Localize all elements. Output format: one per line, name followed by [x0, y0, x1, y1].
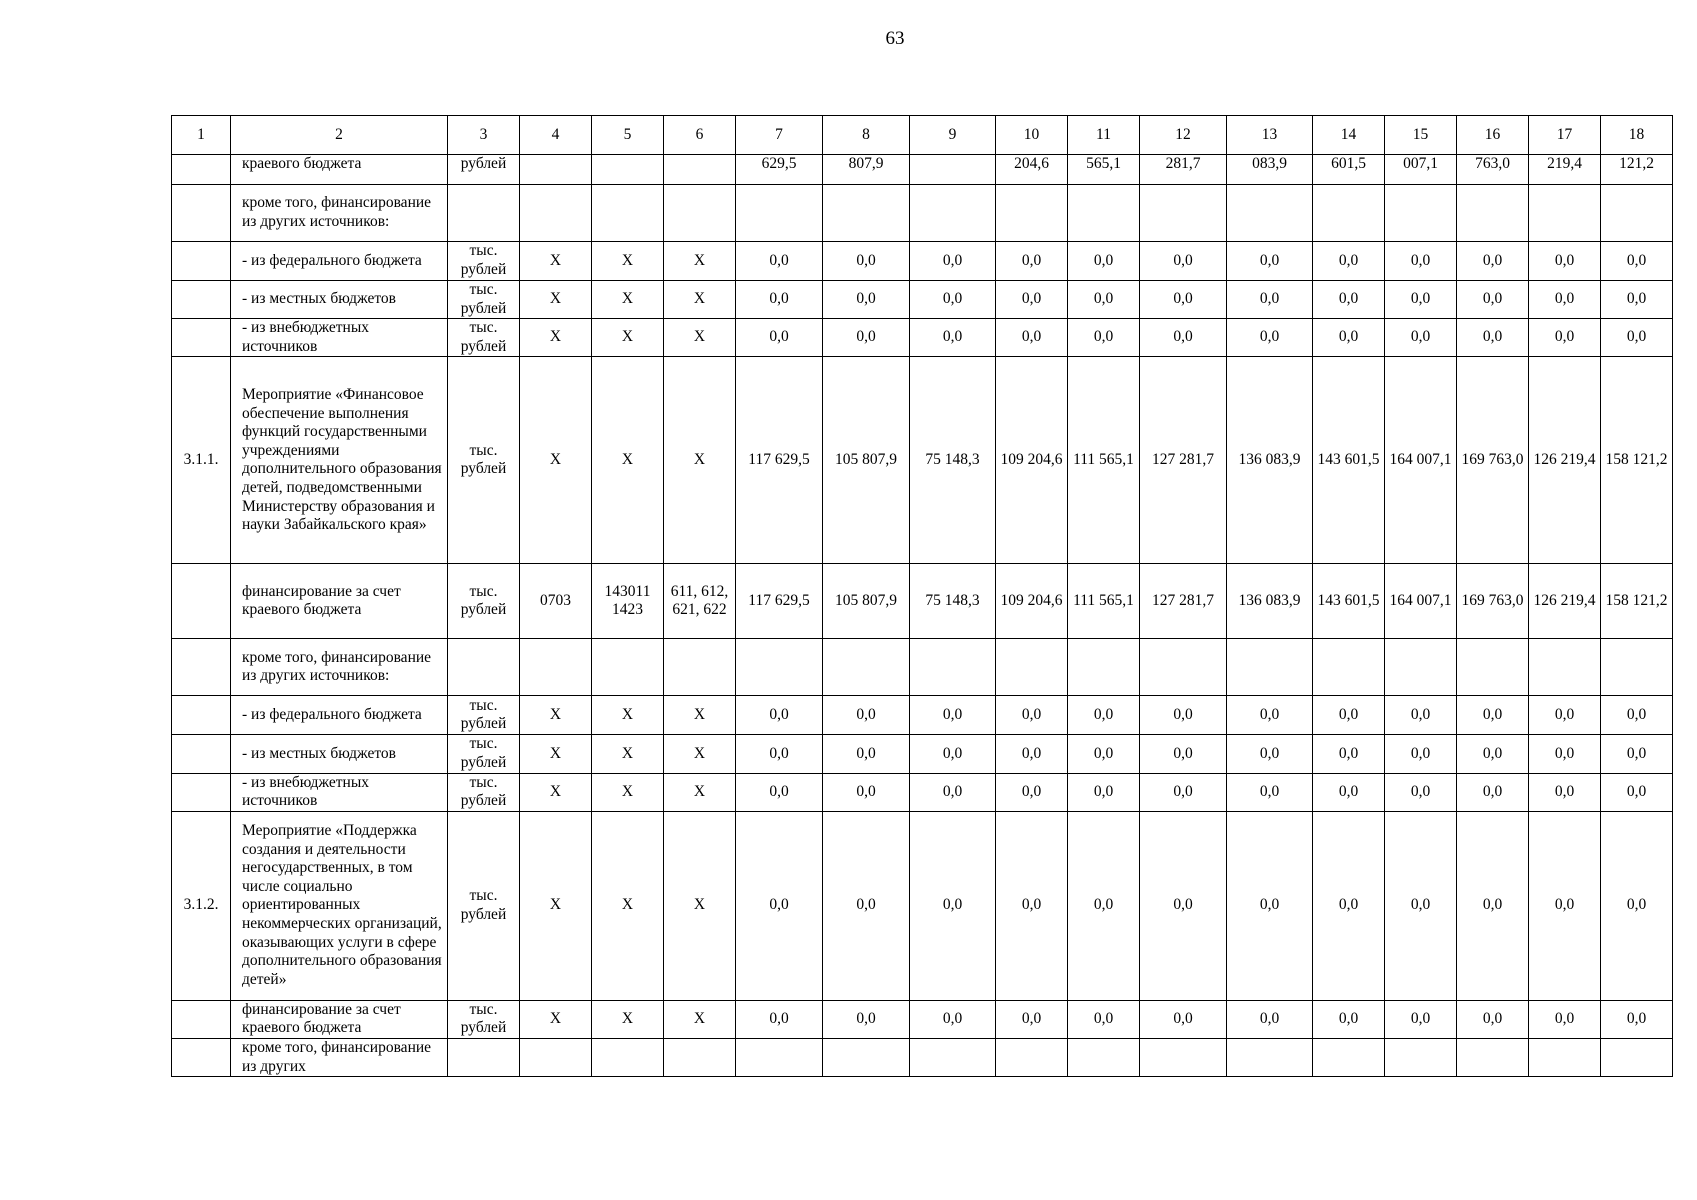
- table-cell: 0,0: [996, 1000, 1068, 1038]
- table-cell: 0,0: [1068, 735, 1140, 773]
- table-cell: 105 807,9: [823, 564, 910, 639]
- table-cell: 143011 1423: [592, 564, 664, 639]
- table-cell: [1457, 185, 1529, 242]
- table-cell: 0,0: [1457, 319, 1529, 357]
- table-cell: Х: [664, 242, 736, 281]
- row-label-cell: Мероприятие «Финансовое обеспечение выполнения функций государственными учреждениями дополнительного образования детей, подведомственными Министерству образования и науки Забайкальского края»: [231, 357, 448, 564]
- table-cell: 0,0: [736, 696, 823, 735]
- table-cell: 0,0: [736, 281, 823, 319]
- table-row: [172, 185, 1673, 242]
- table-row: [172, 155, 1673, 185]
- table-cell: 0,0: [1457, 242, 1529, 281]
- table-cell: [1529, 639, 1601, 696]
- table-row: [172, 811, 1673, 1000]
- page-number: 63: [885, 28, 905, 49]
- table-cell: тыс. рублей: [448, 564, 520, 639]
- table-cell: [172, 773, 231, 811]
- table-cell: 0,0: [910, 281, 996, 319]
- table-cell: Х: [592, 811, 664, 1000]
- table-cell: тыс. рублей: [448, 319, 520, 357]
- header-cell: 16: [1457, 116, 1529, 155]
- header-cell: 6: [664, 116, 736, 155]
- table-cell: [1385, 185, 1457, 242]
- table-cell: 0,0: [1457, 735, 1529, 773]
- table-cell: 007,1: [1385, 155, 1457, 185]
- budget-table: [171, 115, 1673, 1077]
- table-cell: 0,0: [1068, 242, 1140, 281]
- table-cell: [1313, 639, 1385, 696]
- table-cell: 0,0: [1140, 242, 1227, 281]
- table-cell: 0,0: [1601, 735, 1673, 773]
- table-cell: 0,0: [1313, 773, 1385, 811]
- table-cell: 0,0: [910, 319, 996, 357]
- table-cell: Х: [520, 811, 592, 1000]
- table-cell: [736, 1038, 823, 1076]
- table-cell: 136 083,9: [1227, 357, 1313, 564]
- table-cell: Х: [520, 696, 592, 735]
- table-cell: 143 601,5: [1313, 357, 1385, 564]
- row-label-cell: кроме того, финансирование из других источников:: [231, 185, 448, 242]
- table-cell: 158 121,2: [1601, 357, 1673, 564]
- table-row: [172, 773, 1673, 811]
- table-cell: [736, 185, 823, 242]
- table-cell: 0,0: [823, 1000, 910, 1038]
- row-label-cell: краевого бюджета: [231, 155, 448, 185]
- table-cell: 0,0: [1068, 811, 1140, 1000]
- table-cell: 158 121,2: [1601, 564, 1673, 639]
- table-cell: [1140, 639, 1227, 696]
- table-cell: Х: [520, 281, 592, 319]
- header-cell: 12: [1140, 116, 1227, 155]
- table-cell: 0,0: [1140, 735, 1227, 773]
- row-label-cell: финансирование за счет краевого бюджета: [231, 1000, 448, 1038]
- table-cell: Х: [592, 242, 664, 281]
- table-cell: 0,0: [736, 735, 823, 773]
- table-cell: [172, 281, 231, 319]
- table-cell: 629,5: [736, 155, 823, 185]
- row-label-cell: кроме того, финансирование из других источников:: [231, 639, 448, 696]
- header-cell: 4: [520, 116, 592, 155]
- table-cell: Х: [664, 357, 736, 564]
- table-cell: [448, 185, 520, 242]
- table-cell: тыс. рублей: [448, 811, 520, 1000]
- table-cell: 0,0: [910, 811, 996, 1000]
- table-cell: 0,0: [1385, 811, 1457, 1000]
- table-cell: 0,0: [1227, 735, 1313, 773]
- table-row: [172, 1000, 1673, 1038]
- table-cell: Х: [664, 811, 736, 1000]
- table-cell: 75 148,3: [910, 564, 996, 639]
- table-cell: 109 204,6: [996, 564, 1068, 639]
- table-row: [172, 1038, 1673, 1076]
- header-cell: 3: [448, 116, 520, 155]
- table-cell: 0,0: [1529, 319, 1601, 357]
- table-cell: тыс. рублей: [448, 1000, 520, 1038]
- table-cell: [1313, 1038, 1385, 1076]
- table-cell: [823, 639, 910, 696]
- table-cell: [664, 185, 736, 242]
- table-cell: [736, 639, 823, 696]
- table-cell: 0,0: [1601, 696, 1673, 735]
- table-cell: 0,0: [823, 773, 910, 811]
- table-cell: 126 219,4: [1529, 564, 1601, 639]
- table-cell: 169 763,0: [1457, 564, 1529, 639]
- table-cell: [1529, 185, 1601, 242]
- table-cell: тыс. рублей: [448, 773, 520, 811]
- table-cell: 0,0: [823, 811, 910, 1000]
- header-cell: 2: [231, 116, 448, 155]
- table-cell: 0,0: [996, 773, 1068, 811]
- header-cell: 7: [736, 116, 823, 155]
- table-cell: 0,0: [1601, 1000, 1673, 1038]
- row-label-cell: - из федерального бюджета: [231, 242, 448, 281]
- table-cell: 0,0: [736, 1000, 823, 1038]
- table-cell: 105 807,9: [823, 357, 910, 564]
- table-cell: [592, 155, 664, 185]
- table-cell: 0,0: [1385, 696, 1457, 735]
- table-cell: [1385, 1038, 1457, 1076]
- table-cell: Х: [664, 735, 736, 773]
- table-cell: [172, 1000, 231, 1038]
- table-cell: 0,0: [1313, 1000, 1385, 1038]
- table-cell: Х: [664, 773, 736, 811]
- table-cell: [1068, 639, 1140, 696]
- table-cell: 0,0: [1227, 281, 1313, 319]
- table-cell: 0,0: [1529, 696, 1601, 735]
- table-cell: 0,0: [1068, 281, 1140, 319]
- table-cell: 143 601,5: [1313, 564, 1385, 639]
- table-cell: [1068, 185, 1140, 242]
- table-cell: Х: [520, 1000, 592, 1038]
- row-label-cell: - из местных бюджетов: [231, 735, 448, 773]
- table-cell: 0,0: [996, 811, 1068, 1000]
- table-cell: [1457, 639, 1529, 696]
- table-cell: 281,7: [1140, 155, 1227, 185]
- table-cell: рублей: [448, 155, 520, 185]
- table-cell: 0,0: [823, 696, 910, 735]
- table-cell: 126 219,4: [1529, 357, 1601, 564]
- table-cell: 0703: [520, 564, 592, 639]
- table-cell: 601,5: [1313, 155, 1385, 185]
- table-cell: [1140, 185, 1227, 242]
- table-cell: [910, 185, 996, 242]
- header-cell: 18: [1601, 116, 1673, 155]
- header-cell: 10: [996, 116, 1068, 155]
- row-label-cell: - из местных бюджетов: [231, 281, 448, 319]
- table-cell: 611, 612, 621, 622: [664, 564, 736, 639]
- table-cell: Х: [664, 319, 736, 357]
- table-cell: 127 281,7: [1140, 357, 1227, 564]
- table-cell: [448, 639, 520, 696]
- table-cell: [1227, 639, 1313, 696]
- table-cell: Х: [592, 319, 664, 357]
- table-cell: Х: [520, 735, 592, 773]
- table-cell: 111 565,1: [1068, 357, 1140, 564]
- table-cell: 117 629,5: [736, 357, 823, 564]
- table-cell: 0,0: [1068, 319, 1140, 357]
- table-cell: 3.1.2.: [172, 811, 231, 1000]
- table-cell: 565,1: [1068, 155, 1140, 185]
- table-cell: [996, 185, 1068, 242]
- table-cell: 0,0: [1140, 773, 1227, 811]
- header-cell: 5: [592, 116, 664, 155]
- table-header-row: [172, 116, 1673, 155]
- table-cell: 0,0: [736, 319, 823, 357]
- table-cell: 0,0: [1385, 773, 1457, 811]
- table-cell: 0,0: [1227, 811, 1313, 1000]
- table-cell: Х: [520, 242, 592, 281]
- table-cell: [520, 185, 592, 242]
- table-cell: [1227, 185, 1313, 242]
- table-cell: тыс. рублей: [448, 696, 520, 735]
- table-cell: [910, 1038, 996, 1076]
- table-cell: 0,0: [736, 811, 823, 1000]
- table-cell: [1227, 1038, 1313, 1076]
- table-cell: [172, 696, 231, 735]
- table-cell: Х: [592, 357, 664, 564]
- table-cell: 0,0: [1601, 319, 1673, 357]
- header-cell: 17: [1529, 116, 1601, 155]
- table-cell: 0,0: [1529, 1000, 1601, 1038]
- table-cell: 0,0: [736, 242, 823, 281]
- table-cell: 083,9: [1227, 155, 1313, 185]
- table-cell: 0,0: [996, 242, 1068, 281]
- table-cell: 0,0: [1068, 696, 1140, 735]
- table-cell: 0,0: [1457, 773, 1529, 811]
- header-cell: 11: [1068, 116, 1140, 155]
- header-cell: 15: [1385, 116, 1457, 155]
- table-cell: [1385, 639, 1457, 696]
- table-cell: 0,0: [823, 319, 910, 357]
- table-cell: [664, 1038, 736, 1076]
- table-cell: тыс. рублей: [448, 242, 520, 281]
- table-cell: 0,0: [1068, 773, 1140, 811]
- table-cell: [996, 639, 1068, 696]
- table-cell: 0,0: [1313, 242, 1385, 281]
- table-cell: 0,0: [1227, 319, 1313, 357]
- header-cell: 1: [172, 116, 231, 155]
- table-cell: 0,0: [1140, 1000, 1227, 1038]
- table-cell: Х: [664, 696, 736, 735]
- row-label-cell: финансирование за счет краевого бюджета: [231, 564, 448, 639]
- table-cell: 0,0: [1385, 242, 1457, 281]
- table-cell: 0,0: [1313, 811, 1385, 1000]
- table-cell: 0,0: [1529, 242, 1601, 281]
- header-cell: 14: [1313, 116, 1385, 155]
- table-cell: [1601, 185, 1673, 242]
- table-cell: [1068, 1038, 1140, 1076]
- table-cell: 0,0: [1140, 281, 1227, 319]
- table-row: [172, 696, 1673, 735]
- table-cell: [172, 155, 231, 185]
- table-cell: 0,0: [1227, 696, 1313, 735]
- row-label-cell: - из федерального бюджета: [231, 696, 448, 735]
- header-cell: 8: [823, 116, 910, 155]
- table-cell: 127 281,7: [1140, 564, 1227, 639]
- table-cell: 0,0: [910, 773, 996, 811]
- table-cell: [172, 1038, 231, 1076]
- row-label-cell: - из внебюджетных источников: [231, 773, 448, 811]
- table-row: [172, 357, 1673, 564]
- table-cell: 121,2: [1601, 155, 1673, 185]
- header-cell: 9: [910, 116, 996, 155]
- table-cell: [996, 1038, 1068, 1076]
- row-label-cell: Мероприятие «Поддержка создания и деятельности негосударственных, в том числе социально ориентированных некоммерческих организаций, оказывающих услуги в сфере дополнительного образования детей»: [231, 811, 448, 1000]
- table-cell: [1529, 1038, 1601, 1076]
- table-cell: 0,0: [1457, 1000, 1529, 1038]
- table-cell: [910, 155, 996, 185]
- table-cell: 0,0: [996, 735, 1068, 773]
- table-cell: 0,0: [910, 735, 996, 773]
- table-cell: 0,0: [910, 242, 996, 281]
- table-cell: [1601, 639, 1673, 696]
- table-cell: Х: [664, 1000, 736, 1038]
- table-cell: [1457, 1038, 1529, 1076]
- table-cell: 0,0: [1529, 773, 1601, 811]
- table-cell: 0,0: [1457, 811, 1529, 1000]
- table-cell: 75 148,3: [910, 357, 996, 564]
- table-cell: 0,0: [1601, 242, 1673, 281]
- table-cell: [172, 735, 231, 773]
- table-cell: 0,0: [1457, 696, 1529, 735]
- table-cell: [592, 1038, 664, 1076]
- table-cell: 164 007,1: [1385, 357, 1457, 564]
- table-cell: Х: [592, 281, 664, 319]
- table-cell: 0,0: [1385, 1000, 1457, 1038]
- table-cell: [1140, 1038, 1227, 1076]
- table-cell: 0,0: [1313, 696, 1385, 735]
- table-cell: 0,0: [1313, 735, 1385, 773]
- table-cell: тыс. рублей: [448, 735, 520, 773]
- table-cell: тыс. рублей: [448, 357, 520, 564]
- table-cell: [172, 639, 231, 696]
- table-cell: 204,6: [996, 155, 1068, 185]
- table-cell: 807,9: [823, 155, 910, 185]
- table-cell: 0,0: [1601, 811, 1673, 1000]
- table-cell: 0,0: [823, 242, 910, 281]
- table-cell: [1313, 185, 1385, 242]
- table-cell: 0,0: [1227, 242, 1313, 281]
- table-cell: [664, 155, 736, 185]
- table-cell: 109 204,6: [996, 357, 1068, 564]
- table-cell: 0,0: [1529, 735, 1601, 773]
- table-cell: [172, 319, 231, 357]
- table-row: [172, 319, 1673, 357]
- table-cell: 0,0: [996, 696, 1068, 735]
- table-cell: 0,0: [1529, 281, 1601, 319]
- table-cell: 0,0: [1529, 811, 1601, 1000]
- table-cell: 0,0: [1457, 281, 1529, 319]
- table-cell: Х: [592, 1000, 664, 1038]
- table-cell: Х: [664, 281, 736, 319]
- table-cell: [172, 564, 231, 639]
- table-cell: [172, 185, 231, 242]
- table-cell: 164 007,1: [1385, 564, 1457, 639]
- table-cell: [823, 185, 910, 242]
- table-cell: 3.1.1.: [172, 357, 231, 564]
- table-cell: [664, 639, 736, 696]
- table-row: [172, 564, 1673, 639]
- table-cell: Х: [520, 319, 592, 357]
- table-cell: 0,0: [1313, 281, 1385, 319]
- table-cell: 0,0: [1385, 281, 1457, 319]
- table-cell: 0,0: [910, 1000, 996, 1038]
- table-cell: 169 763,0: [1457, 357, 1529, 564]
- table-cell: 0,0: [996, 319, 1068, 357]
- table-cell: 0,0: [1140, 319, 1227, 357]
- table-cell: 0,0: [1385, 735, 1457, 773]
- table-cell: 0,0: [823, 281, 910, 319]
- table-cell: 0,0: [1068, 1000, 1140, 1038]
- table-cell: 0,0: [1385, 319, 1457, 357]
- table-cell: Х: [520, 773, 592, 811]
- header-cell: 13: [1227, 116, 1313, 155]
- table-cell: 111 565,1: [1068, 564, 1140, 639]
- table-cell: 0,0: [1140, 811, 1227, 1000]
- table-cell: 219,4: [1529, 155, 1601, 185]
- table-cell: [592, 639, 664, 696]
- table-cell: 0,0: [996, 281, 1068, 319]
- table-cell: [520, 1038, 592, 1076]
- row-label-cell: - из внебюджетных источников: [231, 319, 448, 357]
- table-cell: 763,0: [1457, 155, 1529, 185]
- table-cell: [172, 242, 231, 281]
- table-cell: [1601, 1038, 1673, 1076]
- table-cell: Х: [592, 735, 664, 773]
- table-cell: 0,0: [910, 696, 996, 735]
- row-label-cell: кроме того, финансирование из других: [231, 1038, 448, 1076]
- table-cell: [448, 1038, 520, 1076]
- table-cell: 0,0: [1313, 319, 1385, 357]
- table-cell: 0,0: [1227, 773, 1313, 811]
- table-cell: Х: [592, 773, 664, 811]
- table-cell: 0,0: [1227, 1000, 1313, 1038]
- table-cell: 136 083,9: [1227, 564, 1313, 639]
- table-cell: [520, 155, 592, 185]
- table-cell: Х: [592, 696, 664, 735]
- table-cell: [823, 1038, 910, 1076]
- table-row: [172, 242, 1673, 281]
- table-row: [172, 281, 1673, 319]
- table-cell: 0,0: [1140, 696, 1227, 735]
- table-cell: 0,0: [1601, 773, 1673, 811]
- table-row: [172, 639, 1673, 696]
- table-cell: [910, 639, 996, 696]
- table-cell: [520, 639, 592, 696]
- table-cell: [592, 185, 664, 242]
- table-cell: тыс. рублей: [448, 281, 520, 319]
- table-cell: 0,0: [1601, 281, 1673, 319]
- table-cell: 0,0: [736, 773, 823, 811]
- table-cell: 117 629,5: [736, 564, 823, 639]
- table-cell: 0,0: [823, 735, 910, 773]
- table-cell: Х: [520, 357, 592, 564]
- table-row: [172, 735, 1673, 773]
